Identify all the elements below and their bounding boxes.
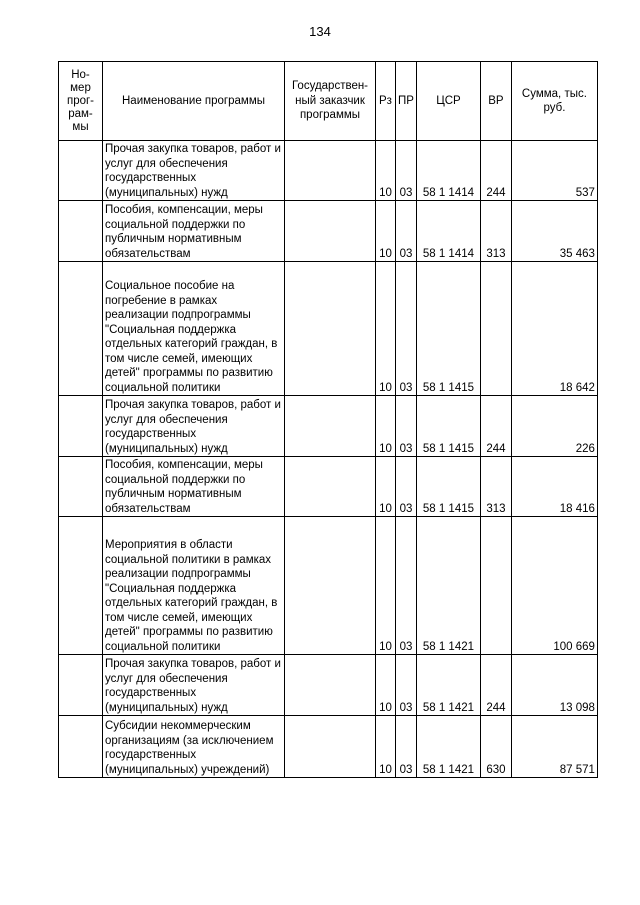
cell-pr: 03 bbox=[396, 262, 417, 396]
cell-rz: 10 bbox=[376, 262, 396, 396]
header-vr: ВР bbox=[480, 62, 511, 141]
table-row bbox=[59, 457, 598, 517]
table-row bbox=[59, 517, 598, 655]
cell-number bbox=[59, 201, 103, 262]
table-row bbox=[59, 396, 598, 457]
cell-csr: 58 1 1414 bbox=[416, 141, 480, 201]
cell-vr: 630 bbox=[480, 716, 511, 778]
cell-program-name: Субсидии некоммерческим организациям (за исключением государственных (муниципальных) учреждений) bbox=[103, 716, 285, 778]
cell-pr: 03 bbox=[396, 141, 417, 201]
cell-program-name: Прочая закупка товаров, работ и услуг для обеспечения государственных (муниципальных) нужд bbox=[103, 655, 285, 716]
cell-csr: 58 1 1415 bbox=[416, 457, 480, 517]
cell-customer bbox=[285, 141, 376, 201]
cell-vr: 313 bbox=[480, 201, 511, 262]
cell-customer bbox=[285, 262, 376, 396]
cell-customer bbox=[285, 517, 376, 655]
cell-number bbox=[59, 262, 103, 396]
cell-pr: 03 bbox=[396, 716, 417, 778]
cell-customer bbox=[285, 201, 376, 262]
cell-number bbox=[59, 655, 103, 716]
cell-number bbox=[59, 716, 103, 778]
header-num-line: рам- bbox=[68, 107, 93, 120]
cell-pr: 03 bbox=[396, 201, 417, 262]
cell-rz: 10 bbox=[376, 517, 396, 655]
header-num-line: Но- bbox=[71, 68, 90, 81]
cell-vr bbox=[480, 517, 511, 655]
header-rz: Рз bbox=[376, 62, 396, 141]
table-row bbox=[59, 262, 598, 396]
cell-program-name: Пособия, компенсации, меры социальной поддержки по публичным нормативным обязательствам bbox=[103, 457, 285, 517]
cell-sum: 18 642 bbox=[511, 262, 597, 396]
header-program-name: Наименование программы bbox=[103, 62, 285, 141]
cell-number bbox=[59, 396, 103, 457]
cell-sum: 100 669 bbox=[511, 517, 597, 655]
cell-customer bbox=[285, 655, 376, 716]
header-num-line: мы bbox=[72, 120, 89, 133]
cell-csr: 58 1 1415 bbox=[416, 396, 480, 457]
table-row bbox=[59, 201, 598, 262]
cell-number bbox=[59, 517, 103, 655]
cell-vr bbox=[480, 262, 511, 396]
cell-vr: 313 bbox=[480, 457, 511, 517]
cell-customer bbox=[285, 396, 376, 457]
cell-program-name: Мероприятия в области социальной политики в рамках реализации подпрограммы "Социальная поддержка отдельных категорий граждан, в том числе семей, имеющих детей" программы по развитию социальной политики bbox=[103, 517, 285, 655]
cell-rz: 10 bbox=[376, 457, 396, 517]
cell-rz: 10 bbox=[376, 396, 396, 457]
header-program-number bbox=[59, 62, 103, 141]
cell-rz: 10 bbox=[376, 716, 396, 778]
cell-program-name: Прочая закупка товаров, работ и услуг для обеспечения государственных (муниципальных) нужд bbox=[103, 141, 285, 201]
cell-vr: 244 bbox=[480, 141, 511, 201]
cell-rz: 10 bbox=[376, 655, 396, 716]
cell-program-name: Прочая закупка товаров, работ и услуг для обеспечения государственных (муниципальных) нужд bbox=[103, 396, 285, 457]
cell-pr: 03 bbox=[396, 396, 417, 457]
cell-program-name: Пособия, компенсации, меры социальной поддержки по публичным нормативным обязательствам bbox=[103, 201, 285, 262]
header-customer: Государствен-ный заказчик программы bbox=[285, 62, 376, 141]
cell-sum: 226 bbox=[511, 396, 597, 457]
cell-sum: 35 463 bbox=[511, 201, 597, 262]
cell-vr: 244 bbox=[480, 655, 511, 716]
budget-table bbox=[58, 61, 598, 778]
cell-customer bbox=[285, 716, 376, 778]
cell-csr: 58 1 1421 bbox=[416, 517, 480, 655]
cell-sum: 537 bbox=[511, 141, 597, 201]
header-num-line: прог- bbox=[66, 94, 95, 107]
table-header-row bbox=[59, 62, 598, 141]
table-row bbox=[59, 655, 598, 716]
cell-csr: 58 1 1415 bbox=[416, 262, 480, 396]
cell-rz: 10 bbox=[376, 201, 396, 262]
cell-vr: 244 bbox=[480, 396, 511, 457]
table-row bbox=[59, 716, 598, 778]
cell-csr: 58 1 1421 bbox=[416, 655, 480, 716]
cell-pr: 03 bbox=[396, 655, 417, 716]
cell-number bbox=[59, 141, 103, 201]
header-csr: ЦСР bbox=[416, 62, 480, 141]
header-sum: Сумма, тыс. руб. bbox=[511, 62, 597, 141]
cell-customer bbox=[285, 457, 376, 517]
table-row bbox=[59, 141, 598, 201]
cell-program-name: Социальное пособие на погребение в рамках реализации подпрограммы "Социальная поддержка отдельных категорий граждан, в том числе семей, имеющих детей" программы по развитию социальной политики bbox=[103, 262, 285, 396]
cell-number bbox=[59, 457, 103, 517]
cell-pr: 03 bbox=[396, 457, 417, 517]
cell-sum: 18 416 bbox=[511, 457, 597, 517]
cell-rz: 10 bbox=[376, 141, 396, 201]
cell-csr: 58 1 1421 bbox=[416, 716, 480, 778]
header-num-line: мер bbox=[70, 81, 91, 94]
page-number: 134 bbox=[309, 24, 331, 39]
cell-pr: 03 bbox=[396, 517, 417, 655]
header-pr: ПР bbox=[396, 62, 417, 141]
cell-sum: 87 571 bbox=[511, 716, 597, 778]
cell-sum: 13 098 bbox=[511, 655, 597, 716]
cell-csr: 58 1 1414 bbox=[416, 201, 480, 262]
